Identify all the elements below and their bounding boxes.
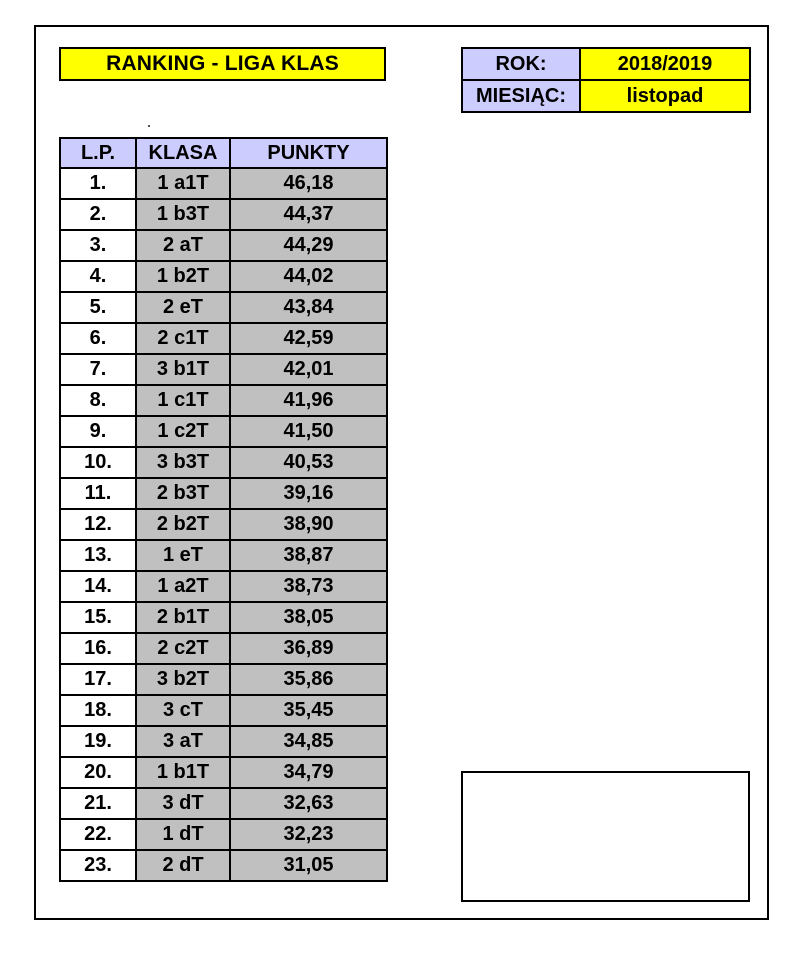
- rank-cell: 4.: [60, 261, 136, 292]
- class-cell: 2 c2T: [136, 633, 230, 664]
- class-cell: 2 aT: [136, 230, 230, 261]
- points-cell: 32,63: [230, 788, 387, 819]
- table-row: [60, 416, 387, 447]
- year-row: [462, 48, 750, 80]
- table-row: [60, 478, 387, 509]
- rank-cell: 5.: [60, 292, 136, 323]
- points-cell: 36,89: [230, 633, 387, 664]
- points-cell: 34,79: [230, 757, 387, 788]
- points-cell: 44,02: [230, 261, 387, 292]
- rank-cell: 13.: [60, 540, 136, 571]
- rank-cell: 8.: [60, 385, 136, 416]
- info-table: [461, 47, 751, 113]
- points-cell: 35,86: [230, 664, 387, 695]
- table-row: [60, 664, 387, 695]
- header-rank: L.P.: [60, 138, 136, 168]
- table-row: [60, 602, 387, 633]
- class-cell: 3 cT: [136, 695, 230, 726]
- table-row: [60, 788, 387, 819]
- class-cell: 3 b1T: [136, 354, 230, 385]
- table-row: [60, 695, 387, 726]
- month-label: MIESIĄC:: [462, 80, 580, 112]
- class-cell: 1 c2T: [136, 416, 230, 447]
- class-cell: 2 eT: [136, 292, 230, 323]
- points-cell: 44,37: [230, 199, 387, 230]
- stray-dot: [148, 125, 150, 127]
- points-cell: 40,53: [230, 447, 387, 478]
- month-value: listopad: [580, 80, 750, 112]
- class-cell: 1 b3T: [136, 199, 230, 230]
- table-row: [60, 509, 387, 540]
- header-class: KLASA: [136, 138, 230, 168]
- table-row: [60, 292, 387, 323]
- points-cell: 42,59: [230, 323, 387, 354]
- rank-cell: 1.: [60, 168, 136, 199]
- table-row: [60, 354, 387, 385]
- points-cell: 39,16: [230, 478, 387, 509]
- rank-cell: 6.: [60, 323, 136, 354]
- empty-box: [461, 771, 750, 902]
- table-row: [60, 447, 387, 478]
- class-cell: 1 b2T: [136, 261, 230, 292]
- points-cell: 44,29: [230, 230, 387, 261]
- year-label: ROK:: [462, 48, 580, 80]
- rank-cell: 22.: [60, 819, 136, 850]
- class-cell: 1 c1T: [136, 385, 230, 416]
- points-cell: 43,84: [230, 292, 387, 323]
- points-cell: 34,85: [230, 726, 387, 757]
- rank-cell: 20.: [60, 757, 136, 788]
- ranking-header-row: [60, 138, 387, 168]
- points-cell: 31,05: [230, 850, 387, 881]
- rank-cell: 19.: [60, 726, 136, 757]
- rank-cell: 10.: [60, 447, 136, 478]
- table-row: [60, 385, 387, 416]
- page-title: RANKING - LIGA KLAS: [59, 47, 386, 81]
- rank-cell: 18.: [60, 695, 136, 726]
- class-cell: 2 b3T: [136, 478, 230, 509]
- points-cell: 42,01: [230, 354, 387, 385]
- rank-cell: 14.: [60, 571, 136, 602]
- table-row: [60, 261, 387, 292]
- header-points: PUNKTY: [230, 138, 387, 168]
- table-row: [60, 199, 387, 230]
- points-cell: 38,05: [230, 602, 387, 633]
- table-row: [60, 819, 387, 850]
- table-row: [60, 633, 387, 664]
- points-cell: 41,50: [230, 416, 387, 447]
- rank-cell: 9.: [60, 416, 136, 447]
- class-cell: 3 b3T: [136, 447, 230, 478]
- table-row: [60, 726, 387, 757]
- rank-cell: 3.: [60, 230, 136, 261]
- rank-cell: 21.: [60, 788, 136, 819]
- class-cell: 2 b2T: [136, 509, 230, 540]
- class-cell: 1 b1T: [136, 757, 230, 788]
- points-cell: 38,90: [230, 509, 387, 540]
- ranking-body: [60, 168, 387, 881]
- class-cell: 1 dT: [136, 819, 230, 850]
- rank-cell: 16.: [60, 633, 136, 664]
- points-cell: 41,96: [230, 385, 387, 416]
- rank-cell: 11.: [60, 478, 136, 509]
- class-cell: 1 a2T: [136, 571, 230, 602]
- table-row: [60, 540, 387, 571]
- class-cell: 2 c1T: [136, 323, 230, 354]
- table-row: [60, 230, 387, 261]
- class-cell: 3 b2T: [136, 664, 230, 695]
- class-cell: 3 aT: [136, 726, 230, 757]
- table-row: [60, 850, 387, 881]
- rank-cell: 15.: [60, 602, 136, 633]
- table-row: [60, 168, 387, 199]
- points-cell: 46,18: [230, 168, 387, 199]
- class-cell: 2 dT: [136, 850, 230, 881]
- points-cell: 35,45: [230, 695, 387, 726]
- class-cell: 1 a1T: [136, 168, 230, 199]
- class-cell: 2 b1T: [136, 602, 230, 633]
- points-cell: 38,73: [230, 571, 387, 602]
- class-cell: 3 dT: [136, 788, 230, 819]
- month-row: [462, 80, 750, 112]
- rank-cell: 12.: [60, 509, 136, 540]
- table-row: [60, 323, 387, 354]
- points-cell: 32,23: [230, 819, 387, 850]
- points-cell: 38,87: [230, 540, 387, 571]
- rank-cell: 23.: [60, 850, 136, 881]
- ranking-table: [59, 137, 388, 882]
- table-row: [60, 571, 387, 602]
- table-row: [60, 757, 387, 788]
- class-cell: 1 eT: [136, 540, 230, 571]
- rank-cell: 2.: [60, 199, 136, 230]
- rank-cell: 7.: [60, 354, 136, 385]
- year-value: 2018/2019: [580, 48, 750, 80]
- rank-cell: 17.: [60, 664, 136, 695]
